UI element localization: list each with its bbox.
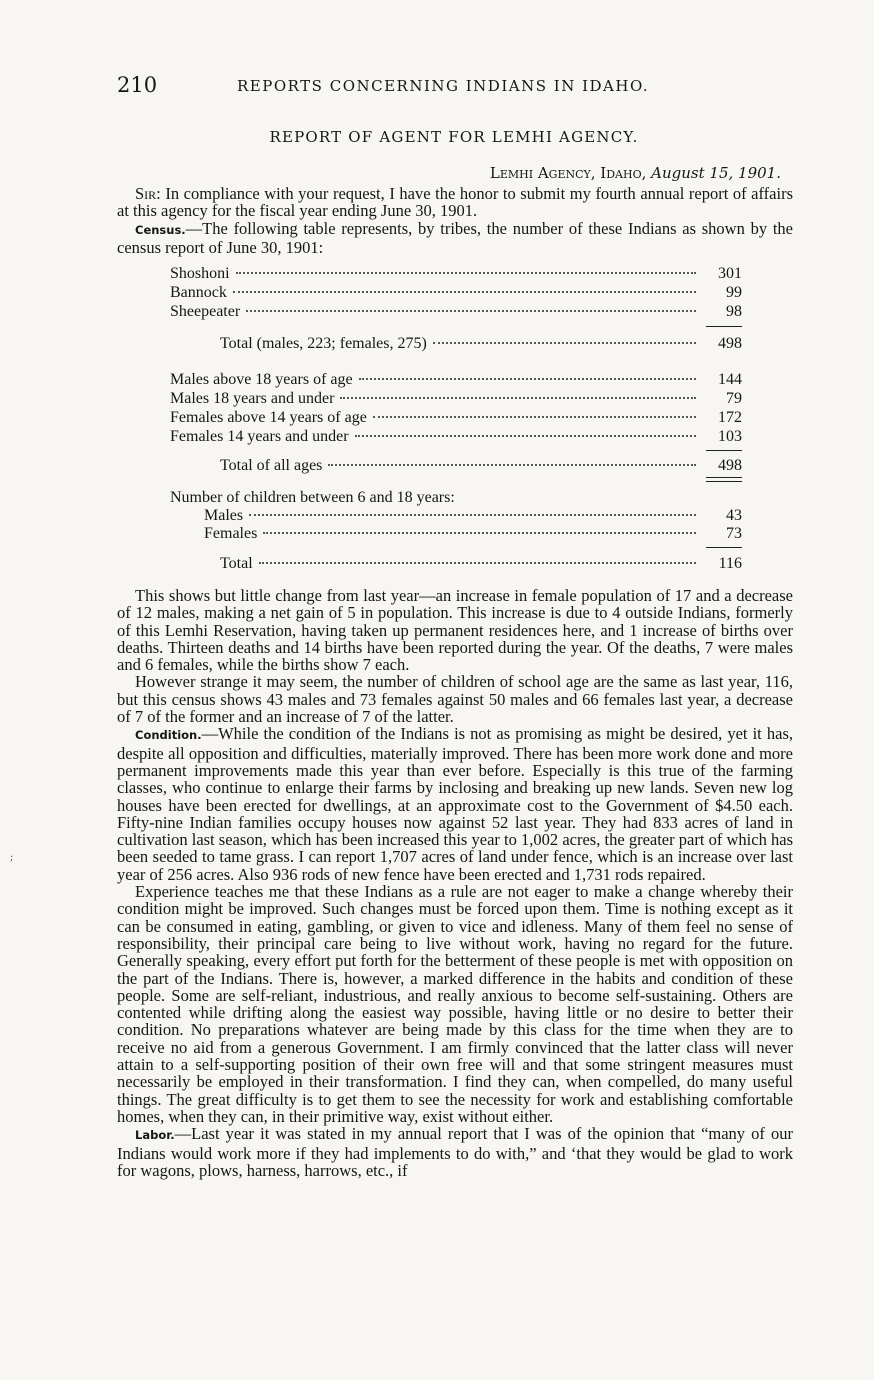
row-value: 103 [718, 428, 742, 445]
row-value: 172 [718, 409, 742, 426]
total-value: 116 [718, 555, 742, 572]
paragraph: This shows but little change from last year—an increase in female population of 17 and a decrease of 12 males, making a net gain of 5 in population. This increase is due to 4 outside Indians, formerly of this Lemhi Reservation, having taken up permanent residences here, and 1 increase of births over deaths. Thirteen deaths and 14 births have been reported during the year. Of the deaths, 7 were males and 6 females, while the births show 7 each. [117, 586, 793, 675]
report-title: REPORT OF AGENT FOR LEMHI AGENCY. [269, 128, 639, 146]
row-value: 98 [726, 303, 742, 320]
census-paragraph [117, 220, 793, 257]
row-label: Females 14 years and under [170, 428, 349, 445]
dateline-place: Lemhi Agency, Idaho, [489, 164, 647, 182]
salutation: Sir: [135, 184, 161, 203]
running-title: REPORTS CONCERNING INDIANS IN IDAHO. [237, 77, 650, 95]
intro-paragraph [117, 185, 793, 220]
total-row [170, 555, 742, 573]
intro-section [117, 185, 793, 256]
sum-rule [706, 450, 742, 451]
intro-text: In compliance with your request, I have the honor to submit my fourth annual report of affairs at this agency for the fiscal year ending June 30, 1901. [117, 184, 793, 221]
labor-paragraph [117, 1125, 793, 1179]
table-row [170, 371, 742, 389]
row-label: Males above 18 years of age [170, 371, 353, 388]
row-label: Sheepeater [170, 303, 241, 320]
row-label: Shoshoni [170, 265, 230, 282]
paragraph: Experience teaches me that these Indians as a rule are not eager to make a change whereby their condition might be improved. Such changes must be forced upon them. Time is nothing except as it can be consumed in eating, gambling, or given to vice and idleness. Many of them feel no sense of responsibility, their principal care being to live without work, having no regard for the future. Generally speaking, every effort put forth for the betterment of these people is met with opposition on the part of the Indians. There is, however, a marked difference in the habits and condition of these people. Some are self-reliant, industrious, and really anxious to become self-sustaining. Others are contented while drifting along the easiest way possible, having little or no desire to better their condition. No preparations whatever are being made by this class for the time when they are to receive no aid from a generous Government. I am firmly convinced that the latter class will never attain to a self-supporting position of their own free will and that some stringent measures must necessarily be employed in their transformation. I find they can, when compelled, do many useful things. The great difficulty is to get them to see the necessity for work and establishing comfortable homes, when they can, in their primitive way, exist without either. [117, 882, 793, 1126]
total-row [170, 335, 742, 353]
row-value: 79 [726, 390, 742, 407]
total-row [170, 457, 742, 475]
body-text [117, 587, 793, 1179]
census-heading: Census. [135, 222, 186, 237]
row-value: 144 [718, 371, 742, 388]
total-label: Total of all ages [220, 457, 323, 474]
census-text: —The following table represents, by tribes, the number of these Indians as shown by the census report of June 30, 1901: [117, 218, 793, 257]
row-label: Females [204, 525, 258, 542]
double-rule [706, 477, 742, 482]
row-label: Females above 14 years of age [170, 409, 367, 426]
table-row [170, 284, 742, 302]
margin-mark: ; [10, 852, 14, 863]
children-heading: Number of children between 6 and 18 years: [170, 489, 455, 506]
row-label: Males 18 years and under [170, 390, 335, 407]
total-value: 498 [718, 335, 742, 352]
table-row [170, 303, 742, 321]
condition-text: —While the condition of the Indians is not as promising as might be desired, yet it has, despite all opposition and difficulties, materially improved. There has been more work done and more permanent improvements made this year than ever before. Especially is this true of the farming classes, who continue to enlarge their farms by inclosing and breaking up new lands. Seven new log houses have been erected for dwellings, at an approximate cost to the Government of $4.50 each. Fifty-nine Indian families occupy houses now against 52 last year. They had 833 acres of land in cultivation last season, which has been increased this year to 1,002 acres, the greater part of which has been seeded to tame grass. I can report 1,707 acres of land under fence, which is an increase over last year of 256 acres. Also 936 rods of new fence have been erected and 1,731 rods repaired. [117, 724, 793, 884]
labor-text: —Last year it was stated in my annual report that I was of the opinion that “many of our Indians would work more if they had implements to do with,” and ‘that they would be glad to work for wagons, plows, harness, harrows, etc., if [117, 1124, 793, 1180]
condition-paragraph [117, 725, 793, 883]
labor-heading: Labor. [135, 1128, 175, 1143]
table-row [170, 409, 742, 427]
total-label: Total (males, 223; females, 275) [220, 335, 427, 352]
dateline [117, 164, 781, 182]
table-row [170, 428, 742, 446]
table-row [170, 390, 742, 408]
dateline-date: August 15, 1901. [651, 164, 781, 182]
row-value: 43 [726, 507, 742, 524]
total-value: 498 [718, 457, 742, 474]
condition-heading: Condition. [135, 728, 202, 743]
table-row [170, 507, 742, 525]
row-label: Males [204, 507, 244, 524]
row-label: Bannock [170, 284, 227, 301]
row-value: 99 [726, 284, 742, 301]
table-row [170, 265, 742, 283]
paragraph: However strange it may seem, the number of children of school age are the same as last year, 116, but this census shows 43 males and 73 females against 50 males and 66 females last year, a decrease of 7 of the former and an increase of 7 of the latter. [117, 672, 793, 727]
table-row [170, 525, 742, 543]
page-number: 210 [117, 73, 158, 97]
sum-rule [706, 547, 742, 548]
sum-rule [706, 326, 742, 327]
row-value: 73 [726, 525, 742, 542]
row-value: 301 [718, 265, 742, 282]
total-label: Total [220, 555, 253, 572]
